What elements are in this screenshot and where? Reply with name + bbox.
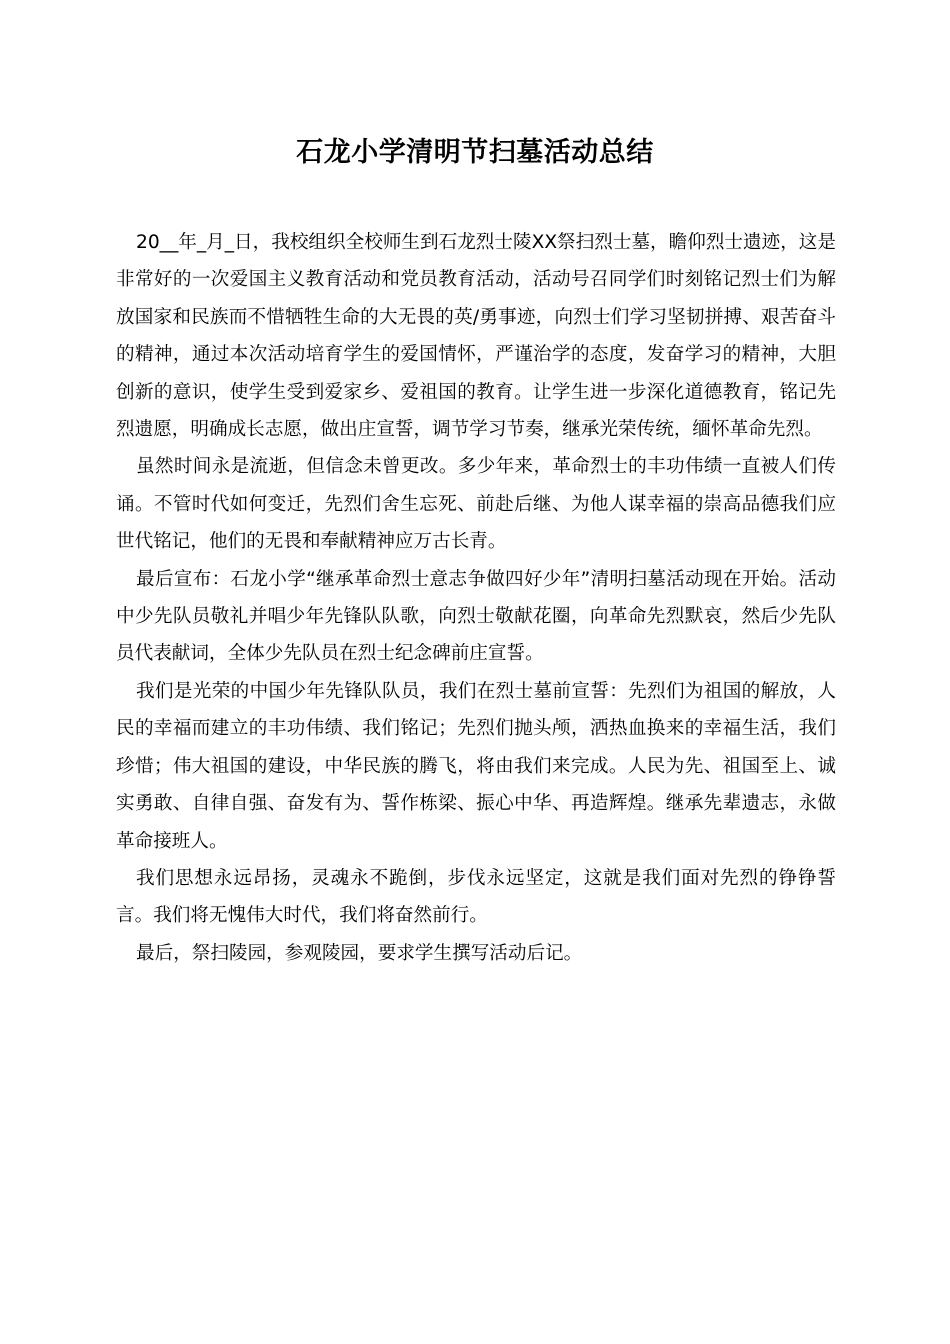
- paragraph-closing: 最后，祭扫陵园，参观陵园，要求学生撰写活动后记。: [136, 942, 583, 964]
- paragraph-oath: 我们是光荣的中国少年先锋队队员，我们在烈士墓前宣誓：先烈们为祖国的解放，人民的幸福而建立的丰功伟绩、我们铭记；先烈们抛头颅，洒热血换来的幸福生活，我们珍惜；伟大祖国的建设，中华民族的腾飞，将由我们来完成。人民为先、祖国至上、诚实勇敢、自律自强、奋发有为、誓作栋梁、振心中华、再造辉煌。继承先辈遗志，永做革命接班人。: [116, 680, 836, 852]
- paragraph-belief: 虽然时间永是流逝，但信念未曾更改。多少年来，革命烈士的丰功伟绩一直被人们传诵。不管时代如何变迁，先烈们舍生忘死、前赴后继、为他人谋幸福的崇高品德我们应世代铭记，他们的无畏和奉献精神应万古长青。: [116, 456, 836, 553]
- paragraph-spirit: 我们思想永远昂扬，灵魂永不跪倒，步伐永远坚定，这就是我们面对先烈的铮铮誓言。我们将无愧伟大时代，我们将奋然前行。: [116, 867, 836, 927]
- document-title: 石龙小学清明节扫墓活动总结: [296, 137, 654, 168]
- paragraph-announcement: 最后宣布：石龙小学“继承革命烈士意志争做四好少年”清明扫墓活动现在开始。活动中少先队员敬礼并唱少年先锋队队歌，向烈士敬献花圈，向革命先烈默哀，然后少先队员代表献词，全体少先队员在烈士纪念碑前庄宣誓。: [116, 568, 836, 665]
- document-body: [116, 224, 836, 972]
- paragraph-intro: 20__年_月_日，我校组织全校师生到石龙烈士陵XX祭扫烈士墓，瞻仰烈士遗迹，这是非常好的一次爱国主义教育活动和党员教育活动，活动号召同学们时刻铭记烈士们为解放国家和民族而不惜牺牲生命的大无畏的英/勇事迹，向烈士们学习坚韧拼搏、艰苦奋斗的精神，通过本次活动培育学生的爱国情怀，严谨治学的态度，发奋学习的精神，大胆创新的意识，使学生受到爱家乡、爱祖国的教育。让学生进一步深化道德教育，铭记先烈遗愿，明确成长志愿，做出庄宣誓，调节学习节奏，继承光荣传统，缅怀革命先烈。: [116, 232, 836, 441]
